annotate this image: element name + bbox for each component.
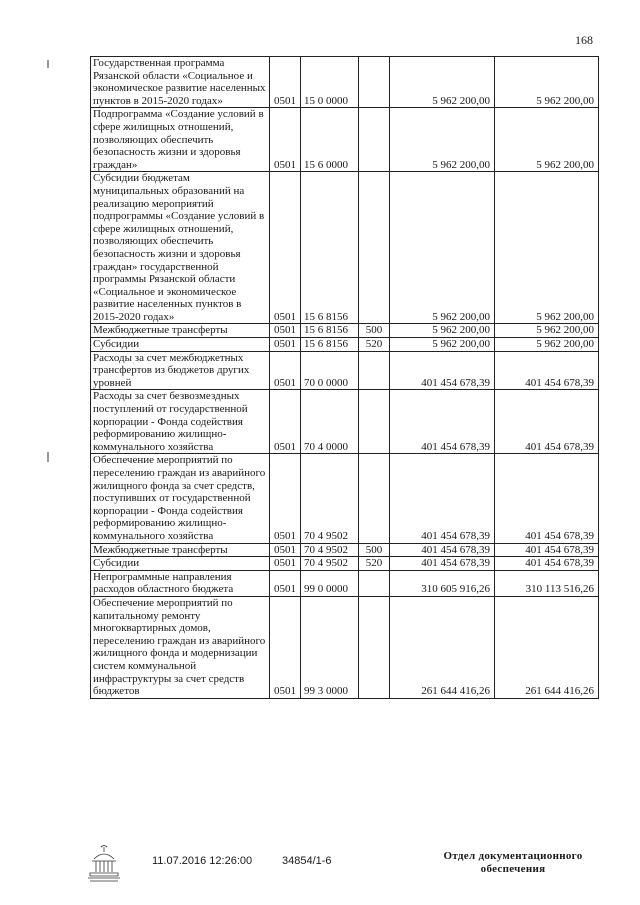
row-amount-2: 261 644 416,26 [495,596,599,698]
row-amount-2: 401 454 678,39 [495,351,599,390]
row-target: 15 6 8156 [301,324,359,338]
row-target: 70 4 0000 [301,390,359,454]
row-section: 0501 [270,351,301,390]
row-amount-1: 401 454 678,39 [390,351,495,390]
scan-mark [47,452,49,462]
table-row [91,172,599,324]
footer-date: 11.07.2016 12:26:00 [152,855,253,867]
row-name: Непрограммные направления расходов областного бюджета [91,570,270,596]
table-row [91,570,599,596]
row-name: Субсидии [91,557,270,571]
row-type: 500 [359,324,390,338]
row-amount-2: 5 962 200,00 [495,338,599,352]
budget-table [90,56,599,699]
row-amount-1: 401 454 678,39 [390,454,495,543]
row-amount-2: 401 454 678,39 [495,390,599,454]
row-amount-2: 310 113 516,26 [495,570,599,596]
row-amount-1: 401 454 678,39 [390,557,495,571]
row-type [359,57,390,108]
row-amount-1: 310 605 916,26 [390,570,495,596]
row-section: 0501 [270,172,301,324]
row-amount-1: 5 962 200,00 [390,108,495,172]
row-section: 0501 [270,108,301,172]
row-type [359,172,390,324]
row-section: 0501 [270,454,301,543]
table-row [91,108,599,172]
row-target: 70 4 9502 [301,454,359,543]
row-amount-2: 5 962 200,00 [495,324,599,338]
row-name: Расходы за счет межбюджетных трансфертов из бюджетов других уровней [91,351,270,390]
row-type [359,570,390,596]
row-amount-2: 401 454 678,39 [495,557,599,571]
row-type [359,390,390,454]
row-amount-2: 5 962 200,00 [495,108,599,172]
row-section: 0501 [270,570,301,596]
row-name: Межбюджетные трансферты [91,543,270,557]
row-amount-1: 5 962 200,00 [390,338,495,352]
row-target: 99 0 0000 [301,570,359,596]
row-amount-1: 401 454 678,39 [390,543,495,557]
row-name: Обеспечение мероприятий по переселению граждан из аварийного жилищного фонда за счет средств, поступивших от государственной корпорации - Фонда содействия реформированию жилищно-коммунального хозяйства [91,454,270,543]
table-row [91,454,599,543]
row-amount-1: 5 962 200,00 [390,172,495,324]
row-name: Государственная программа Рязанской области «Социальное и экономическое развитие населенных пунктов в 2015-2020 годах» [91,57,270,108]
table-body [91,57,599,699]
table-row [91,351,599,390]
row-amount-2: 5 962 200,00 [495,57,599,108]
row-target: 15 0 0000 [301,57,359,108]
table-row [91,543,599,557]
table-row [91,596,599,698]
row-section: 0501 [270,596,301,698]
row-section: 0501 [270,324,301,338]
footer-document-number: 34854/1-6 [282,855,332,867]
table-row [91,338,599,352]
row-target: 70 0 0000 [301,351,359,390]
row-amount-2: 401 454 678,39 [495,454,599,543]
row-amount-1: 5 962 200,00 [390,57,495,108]
coat-of-arms-logo-icon [86,845,122,885]
row-type: 520 [359,557,390,571]
row-type: 500 [359,543,390,557]
row-amount-2: 401 454 678,39 [495,543,599,557]
scan-mark [47,60,49,68]
row-name: Субсидии [91,338,270,352]
row-target: 15 6 8156 [301,172,359,324]
row-section: 0501 [270,338,301,352]
row-name: Субсидии бюджетам муниципальных образований на реализацию мероприятий подпрограммы «Создание условий в сфере жилищных отношений, позволяющих обеспечить безопасность жизни и здоровья граждан» государственной программы Рязанской области «Социальное и экономическое развитие населенных пунктов в 2015-2020 годах» [91,172,270,324]
row-amount-2: 5 962 200,00 [495,172,599,324]
table-row [91,57,599,108]
row-amount-1: 261 644 416,26 [390,596,495,698]
row-amount-1: 401 454 678,39 [390,390,495,454]
footer-stamp [438,850,588,876]
row-name: Межбюджетные трансферты [91,324,270,338]
row-type [359,108,390,172]
row-target: 99 3 0000 [301,596,359,698]
row-name: Подпрограмма «Создание условий в сфере жилищных отношений, позволяющих обеспечить безопасность жизни и здоровья граждан» [91,108,270,172]
table-row [91,557,599,571]
row-type [359,454,390,543]
row-section: 0501 [270,390,301,454]
row-target: 70 4 9502 [301,557,359,571]
row-section: 0501 [270,543,301,557]
row-target: 15 6 8156 [301,338,359,352]
row-type [359,351,390,390]
row-section: 0501 [270,57,301,108]
row-name: Обеспечение мероприятий по капитальному ремонту многоквартирных домов, переселению граждан из аварийного жилищного фонда и модернизации систем коммунальной инфраструктуры за счет средств бюджетов [91,596,270,698]
page-number: 168 [575,33,593,47]
table-row [91,324,599,338]
footer-stamp-line-2: обеспечения [480,863,546,875]
row-target: 70 4 9502 [301,543,359,557]
row-name: Расходы за счет безвозмездных поступлений от государственной корпорации - Фонда содействия реформированию жилищно-коммунального хозяйства [91,390,270,454]
table-row [91,390,599,454]
row-target: 15 6 0000 [301,108,359,172]
row-amount-1: 5 962 200,00 [390,324,495,338]
row-type [359,596,390,698]
row-type: 520 [359,338,390,352]
row-section: 0501 [270,557,301,571]
footer-stamp-line-1: Отдел документационного [443,850,583,862]
